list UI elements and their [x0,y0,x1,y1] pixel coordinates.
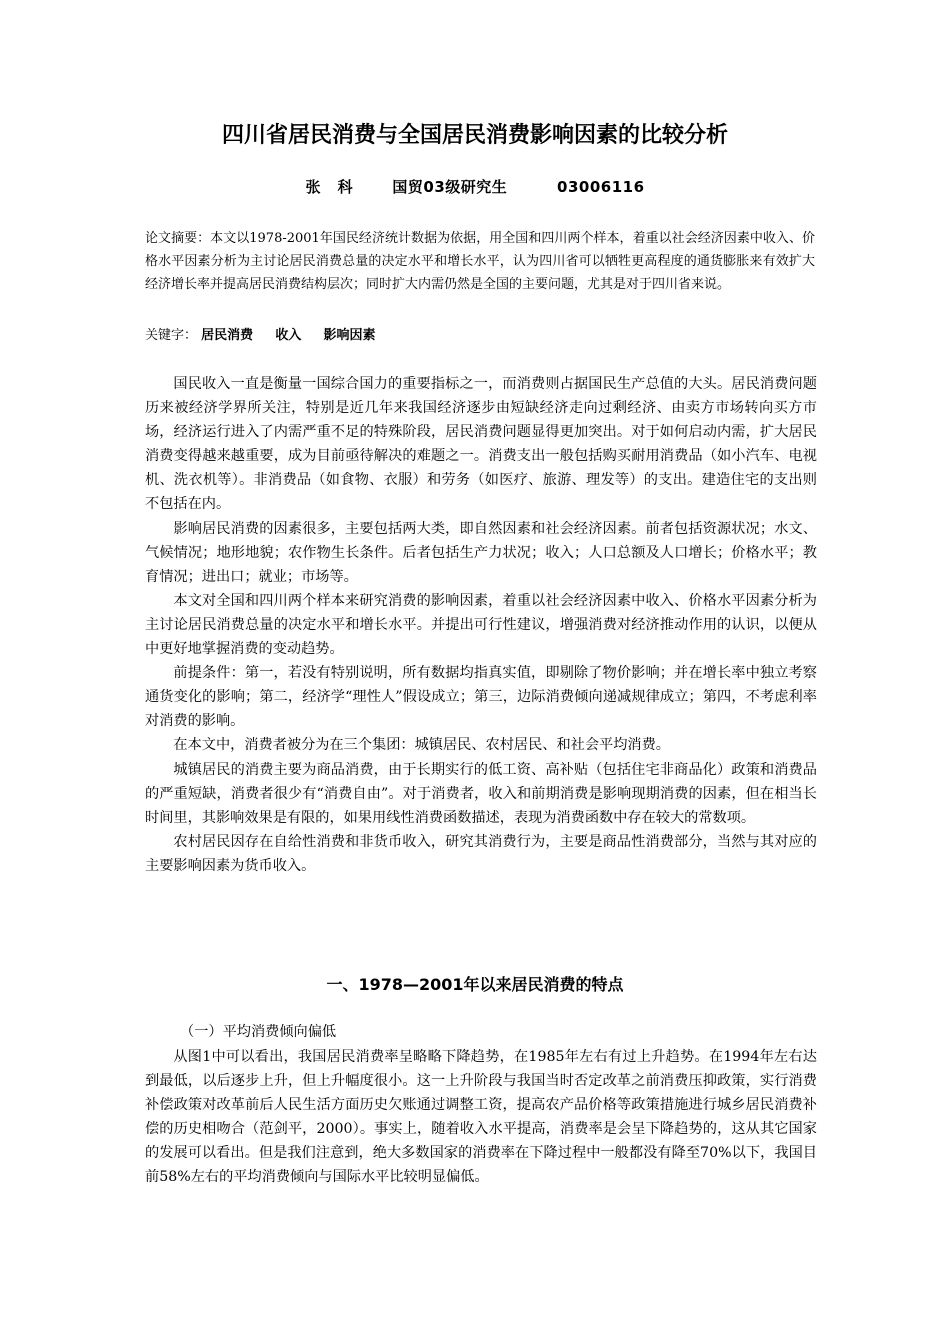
keywords-label: 关键字： [145,328,198,343]
body-paragraph: 国民收入一直是衡量一国综合国力的重要指标之一，而消费则占据国民生产总值的大头。居民消费问题历来被经济学界所关注，特别是近几年来我国经济逐步由短缺经济走向过剩经济、由卖方市场转向买方市场，经济运行进入了内需严重不足的特殊阶段，居民消费问题显得更加突出。对于如何启动内需，扩大居民消费变得越来越重要，成为目前亟待解决的难题之一。消费支出一般包括购买耐用消费品（如小汽车、电视机、洗衣机等）。非消费品（如食物、衣服）和劳务（如医疗、旅游、理发等）的支出。建造住宅的支出则不包括在内。 [145,376,817,513]
author-name: 张 科 [305,178,359,196]
keyword-item: 居民消费 [201,328,254,343]
paper-title: 四川省居民消费与全国居民消费影响因素的比较分析 [221,123,728,148]
body-paragraph: 城镇居民的消费主要为商品消费，由于长期实行的低工资、高补贴（包括住宅非商品化）政策和消费品的严重短缺，消费者很少有“消费自由”。对于消费者，收入和前期消费是影响现期消费的因素，但在相当长时间里，其影响效果是有限的，如果用线性消费函数描述，表现为消费函数中存在较大的常数项。 [145,761,817,826]
body-text [145,372,817,878]
body-paragraph: 影响居民消费的因素很多，主要包括两大类，即自然因素和社会经济因素。前者包括资源状况；水文、气候情况；地形地貌；农作物生长条件。后者包括生产力状况；收入；人口总额及人口增长；价格水平；教育情况；进出口；就业；市场等。 [145,520,817,585]
keyword-item: 影响因素 [323,328,376,343]
body-paragraph: 农村居民因存在自给性消费和非货币收入，研究其消费行为，主要是商品性消费部分，当然与其对应的主要影响因素为货币收入。 [145,833,817,874]
body-paragraph: 本文对全国和四川两个样本来研究消费的影响因素，着重以社会经济因素中收入、价格水平因素分析为主讨论居民消费总量的决定水平和增长水平。并提出可行性建议，增强消费对经济推动作用的认识，以便从中更好地掌握消费的变动趋势。 [145,592,817,658]
body-paragraph: 在本文中，消费者被分为在三个集团：城镇居民、农村居民、和社会平均消费。 [173,737,670,754]
author-line [0,174,950,200]
section-body-text [145,1045,817,1190]
author-student-id: 03006116 [557,178,645,196]
section-heading: 一、1978—2001年以来居民消费的特点 [326,975,624,994]
abstract: 论文摘要：本文以1978-2001年国民经济统计数据为依据，用全国和四川两个样本，着重以社会经济因素中收入、价格水平因素分析为主讨论居民消费总量的决定水平和增长水平，认为四川省可以牺牲更高程度的通货膨胀来有效扩大经济增长率并提高居民消费结构层次；同时扩大内需仍然是全国的主要问题，尤其是对于四川省来说。 [145,231,815,292]
keywords [145,324,815,347]
author-affiliation: 国贸03级研究生 [392,178,508,196]
keyword-item: 收入 [275,328,302,343]
body-paragraph: 从图1中可以看出，我国居民消费率呈略略下降趋势，在1985年左右有过上升趋势。在1994年左右达到最低，以后逐步上升，但上升幅度很小。这一上升阶段与我国当时否定改革之前消费压抑政策，实行消费补偿政策对改革前后人民生活方面历史欠账通过调整工资，提高农产品价格等政策措施进行城乡居民消费补偿的历史相吻合（范剑平，2000）。事实上，随着收入水平提高，消费率是会呈下降趋势的，这从其它国家的发展可以看出。但是我们注意到，绝大多数国家的消费率在下降过程中一般都没有降至70%以下，我国目前58%左右的平均消费倾向与国际水平比较明显偏低。 [145,1049,817,1186]
body-paragraph: 前提条件：第一，若没有特别说明，所有数据均指真实值，即剔除了物价影响；并在增长率中独立考察通货变化的影响；第二，经济学“理性人”假设成立；第三，边际消费倾向递减规律成立；第四，不考虑利率对消费的影响。 [145,665,817,730]
subsection-heading: （一）平均消费倾向偏低 [180,1024,337,1040]
